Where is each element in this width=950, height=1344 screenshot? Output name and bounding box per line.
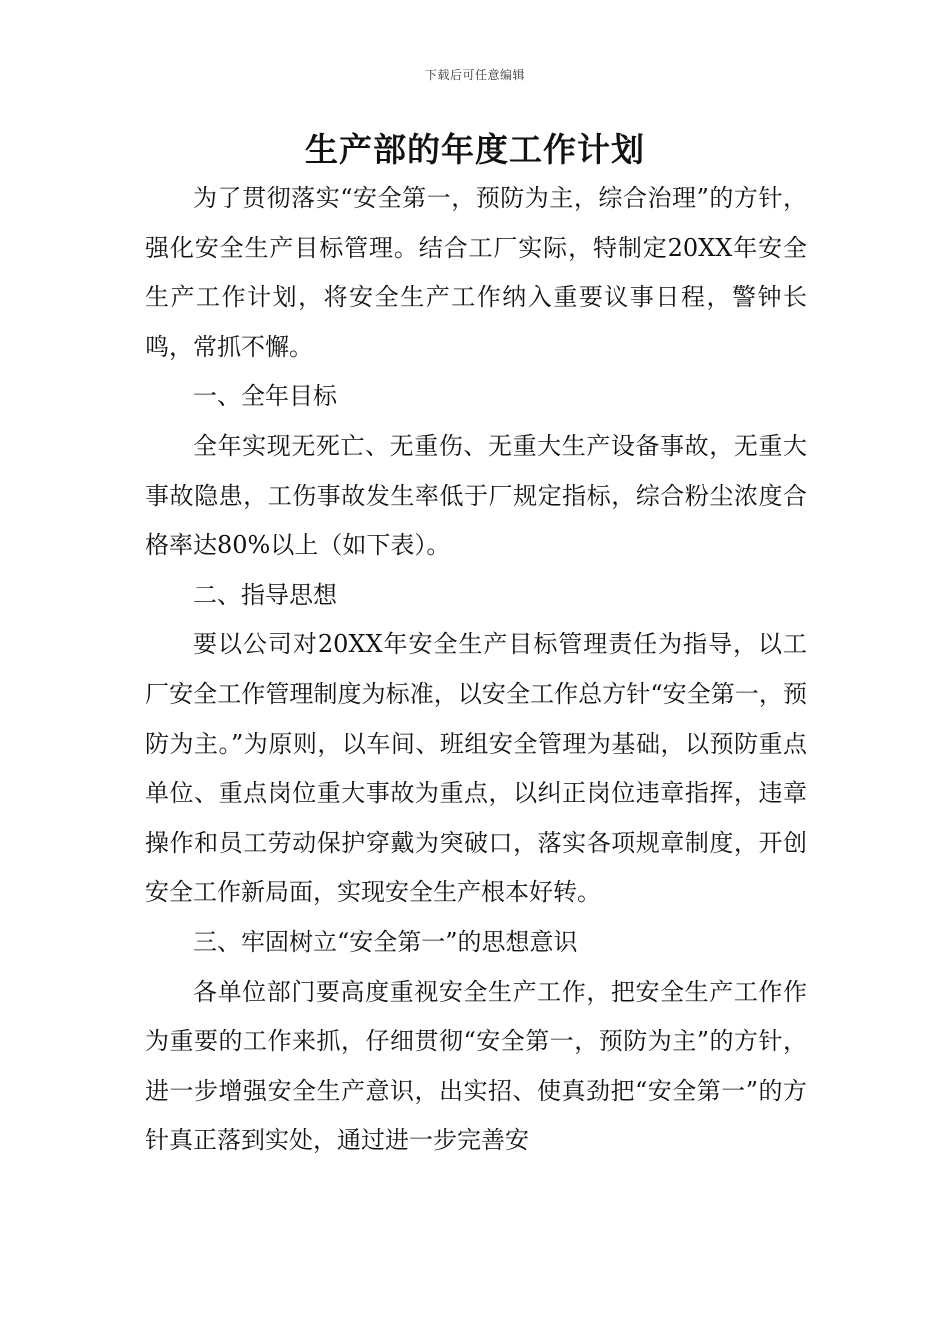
header-note: 下载后可任意编辑 (424, 68, 525, 82)
paragraph-annual-goal: 全年实现无死亡、无重伤、无重大生产设备事故，无重大事故隐患，工伤事故发生率低于厂规定指标，综合粉尘浓度合格率达80%以上（如下表）。 (145, 431, 807, 560)
document-title: 生产部的年度工作计划 (305, 130, 645, 169)
paragraph-guiding-ideology: 要以公司对20XX年安全生产目标管理责任为指导，以工厂安全工作管理制度为标准，以安全工作总方针“安全第一，预防为主。”为原则，以车间、班组安全管理为基础，以预防重点单位、重点岗位重大事故为重点，以纠正岗位违章指挥，违章操作和员工劳动保护穿戴为突破口，落实各项规章制度，开创安全工作新局面，实现安全生产根本好转。 (145, 630, 807, 907)
paragraph-safety-awareness: 各单位部门要高度重视安全生产工作，把安全生产工作作为重要的工作来抓，仔细贯彻“安全第一，预防为主”的方针，进一步增强安全生产意识，出实招、使真劲把“安全第一”的方针真正落到实处，通过进一步完善安 (145, 977, 807, 1155)
paragraph-intro: 为了贯彻落实“安全第一，预防为主，综合治理”的方针，强化安全生产目标管理。结合工厂实际，特制定20XX年安全生产工作计划，将安全生产工作纳入重要议事日程，警钟长鸣，常抓不懈。 (145, 184, 807, 361)
section-heading-safety-awareness: 三、牢固树立“安全第一”的思想意识 (193, 927, 578, 956)
section-heading-guiding-ideology: 二、指导思想 (193, 580, 337, 609)
section-heading-annual-goal: 一、全年目标 (193, 382, 337, 411)
document-body (145, 174, 807, 1166)
